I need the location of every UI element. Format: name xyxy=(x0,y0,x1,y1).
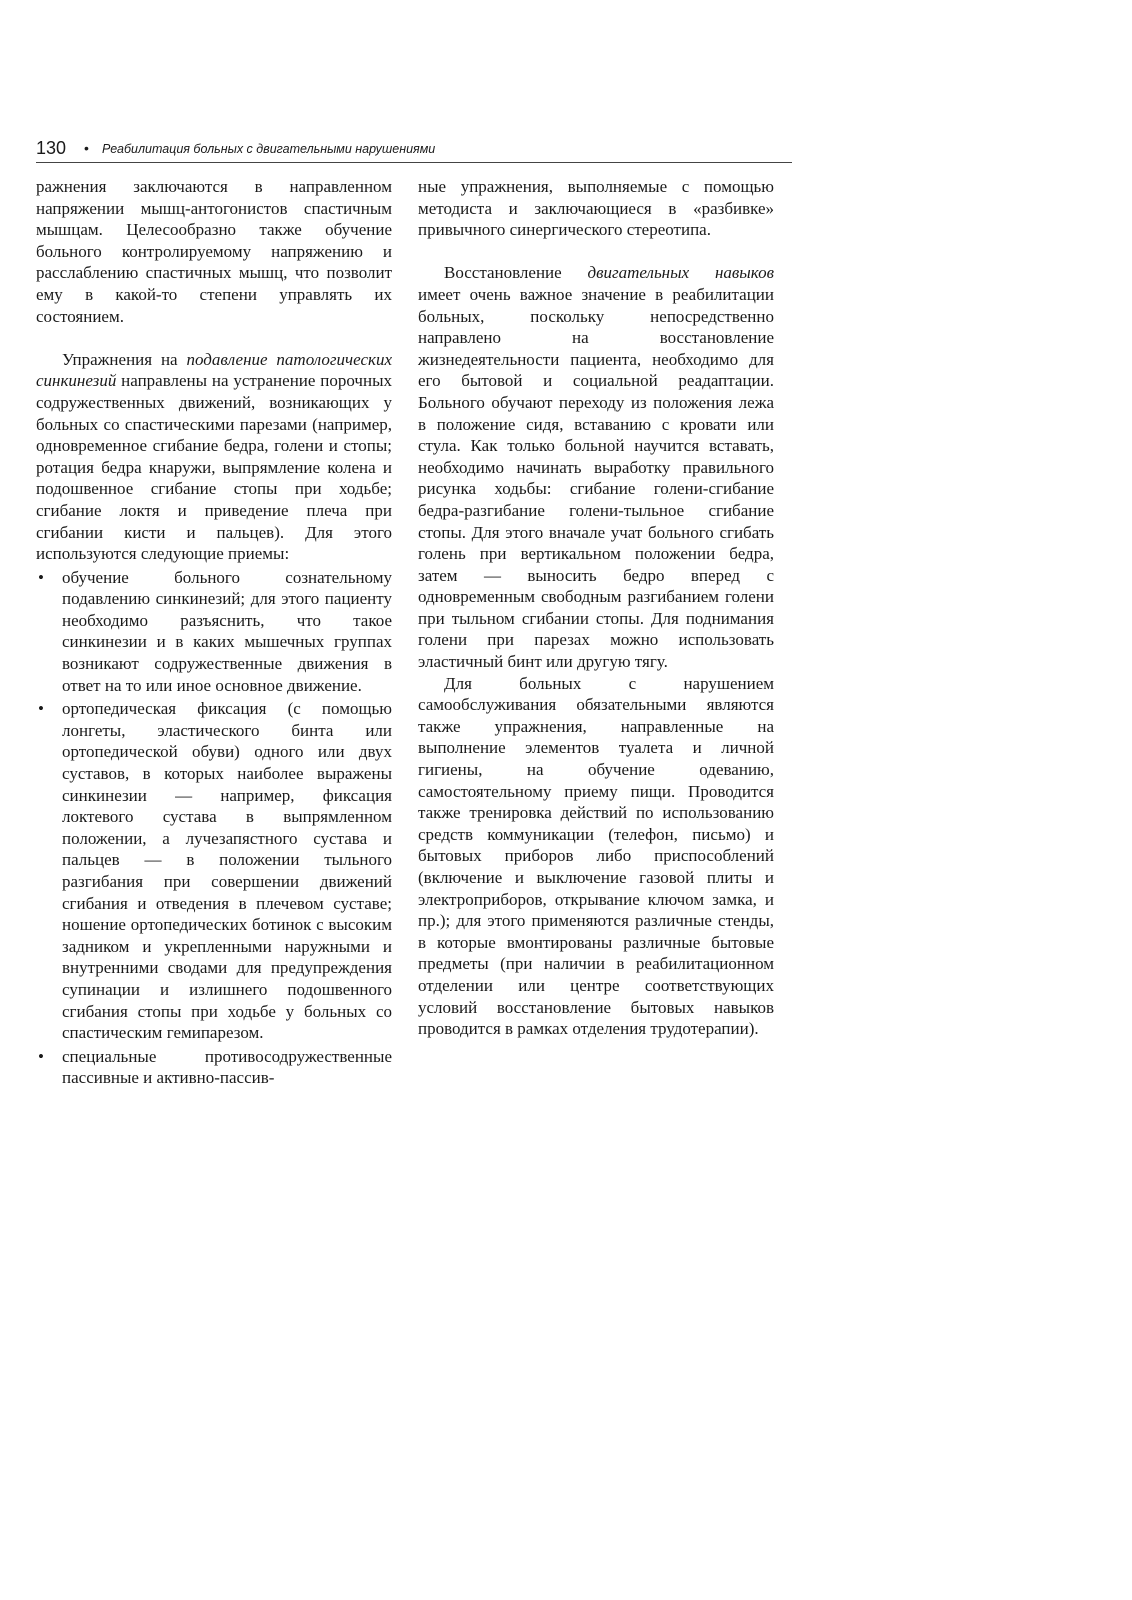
list-item-text: обучение больного сознательному подавлению синкинезий; для этого пациенту необходимо разъяснить, что такое синкинезии и в каких мышечных группах возникают содружественные движения в ответ на то или иное основное движение. xyxy=(62,567,392,695)
list-item-text: специальные противосодружественные пассивные и активно-пассив- xyxy=(62,1046,392,1088)
bullet-icon: • xyxy=(38,567,44,587)
bullet-list xyxy=(36,567,392,1089)
list-item-text: ортопедическая фиксация (с помощью лонгеты, эластического бинта или ортопедической обуви) одного или двух суставов, в которых наиболее выражены синкинезии — например, фиксация локтевого сустава в выпрямленном положении, а лучезапястного сустава и пальцев — в положении тыльного разгибания при совершении движений сгибания и отведения в плечевом суставе; ношение ортопедических ботинок с высоким задником и укрепленными наружными и внутренними сводами для предупреждения супинации и излишнего подошвенного сгибания стопы при ходьбе у больных со спастическим гемипарезом. xyxy=(62,699,392,1043)
paragraph xyxy=(36,349,392,565)
paragraph: Для больных с нарушением самообслуживания обязательными являются также упражнения, направленные на выполнение элементов туалета и личной гигиены, на обучение одеванию, самостоятельному приему пищи. Проводится также тренировка действий по использованию средств коммуникации (телефон, письмо) и бытовых приборов либо приспособлений (включение и выключение газовой плиты и электроприборов, открывание ключом замка, и пр.); для этого применяются различные стенды, в которые вмонтированы различные бытовые предметы (при наличии в реабилитационном отделении или центре соответствующих условий восстановление бытовых навыков проводится в рамках отделения трудотерапии). xyxy=(418,673,774,1039)
text-run: Восстановление xyxy=(444,263,588,283)
running-title: Реабилитация больных с двигательными нарушениями xyxy=(102,142,436,156)
paragraph: ные упражнения, выполняемые с помощью методиста и заключающиеся в «разбивке» привычного синергического стереотипа. xyxy=(418,177,774,240)
list-item xyxy=(36,1046,392,1089)
emphasis-term: подавление патологических синкинезий xyxy=(36,349,393,391)
emphasis-term: двигательных навыков xyxy=(587,263,774,283)
header-bullet: • xyxy=(84,140,89,156)
paragraph: ражнения заключаются в направленном напряжении мышц-антогонистов спастичным мышцам. Целесообразно также обучение больного контролируемому напряжению и расслаблению спастичных мышц, что позволит ему в какой-то степени управлять их состоянием. xyxy=(36,177,392,326)
paragraph xyxy=(418,262,774,672)
page-header xyxy=(36,138,792,163)
list-item xyxy=(36,567,392,697)
list-item xyxy=(36,698,392,1044)
text-run: Упражнения на xyxy=(62,349,187,369)
right-column xyxy=(418,176,774,1040)
text-run: имеет очень важное значение в реабилитации больных, поскольку непосредственно направлено на восстановление жизнедеятельности пациента, необходимо для его бытовой и социальной реадаптации. Больного обучают переходу из положения лежа в положение сидя, вставанию с кровати или стула. Как только больной научится вставать, необходимо начинать выработку правильного рисунка ходьбы: сгибание голени-сгибание бедра-разгибание голени-тыльное сгибание стопы. Для этого вначале учат больного сгибать голень при вертикальном положении бедра, затем — выносить бедро вперед с одновременным свободным разгибанием голени при тыльном сгибании стопы. Для поднимания голени при парезах можно использовать эластичный бинт или другую тягу. xyxy=(418,284,774,672)
left-column xyxy=(36,176,392,1089)
bullet-icon: • xyxy=(38,1046,44,1066)
page-number: 130 xyxy=(36,138,67,158)
bullet-icon: • xyxy=(38,699,44,719)
text-run: направлены на устранение порочных содружественных движений, возникающих у больных со спастическими парезами (например, одновременное сгибание бедра, голени и стопы; ротация бедра кнаружи, выпрямление колена и подошвенное сгибание стопы при ходьбе; сгибание локтя и приведение плеча при сгибании кисти и пальцев). Для этого используются следующие приемы: xyxy=(36,371,392,564)
